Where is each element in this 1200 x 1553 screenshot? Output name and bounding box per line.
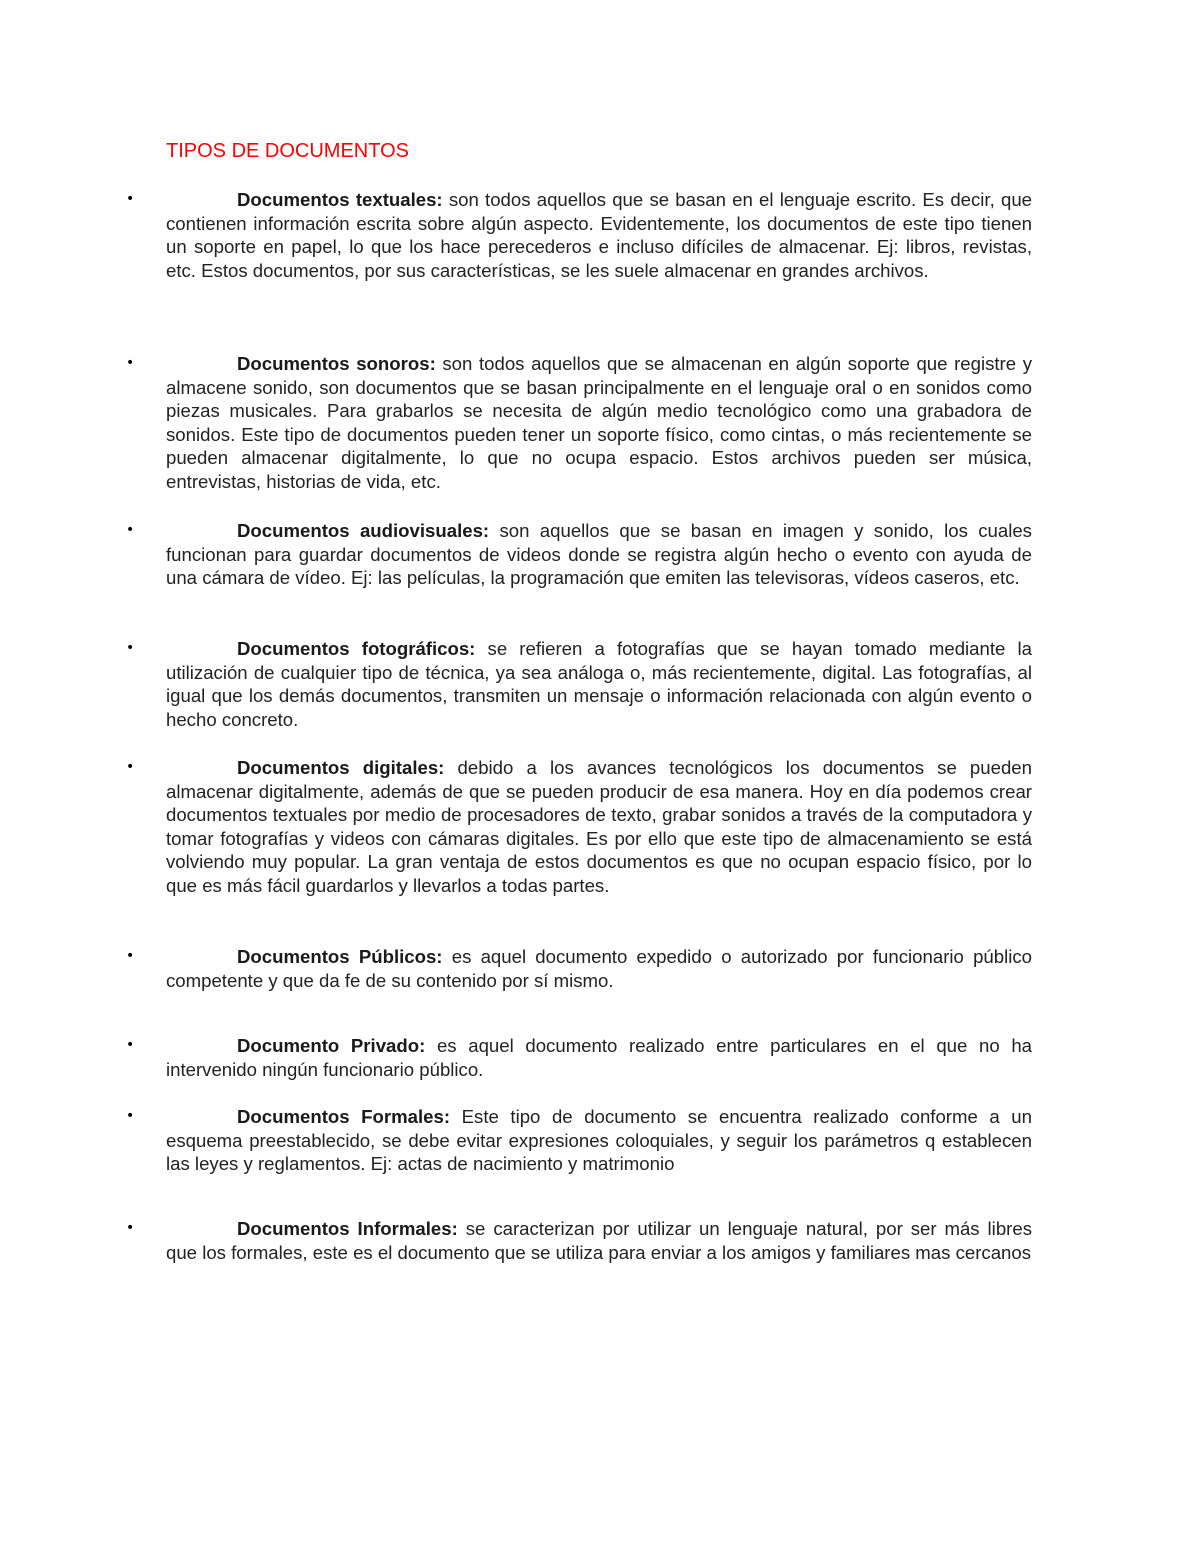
bullet-icon: •: [126, 640, 135, 656]
list-item-audiovisuales: [126, 519, 1032, 590]
item-term: Documentos fotográficos:: [237, 638, 476, 659]
item-description: se refieren a fotografías que se hayan tomado mediante la utilización de cualquier tipo de técnica, ya sea análoga o, más recientemente, digital. Las fotografías, al igual que los demás documentos, transmiten un mensaje o información relacionada con algún evento o hecho concreto.: [166, 638, 1032, 730]
list-item-sonoros: [126, 352, 1032, 494]
bullet-icon: •: [126, 948, 135, 964]
list-item-informales: [126, 1217, 1032, 1264]
bullet-icon: •: [126, 1220, 135, 1236]
bullet-icon: •: [126, 759, 135, 775]
item-description: son todos aquellos que se almacenan en algún soporte que registre y almacene sonido, son documentos que se basan principalmente en el lenguaje oral o en sonidos como piezas musicales. Para grabarlos se necesita de algún medio tecnológico como una grabadora de sonidos. Este tipo de documentos pueden tener un soporte físico, como cintas, o más recientemente se pueden almacenar digitalmente, lo que no ocupa espacio. Estos archivos pueden ser música, entrevistas, historias de vida, etc.: [166, 353, 1032, 492]
item-description: es aquel documento realizado entre particulares en el que no ha intervenido ningún funcionario público.: [166, 1035, 1032, 1080]
item-description: son todos aquellos que se basan en el lenguaje escrito. Es decir, que contienen información escrita sobre algún aspecto. Evidentemente, los documentos de este tipo tienen un soporte en papel, lo que los hace perecederos e incluso difíciles de almacenar. Ej: libros, revistas, etc. Estos documentos, por sus características, se les suele almacenar en grandes archivos.: [166, 189, 1032, 281]
item-term: Documentos Públicos:: [237, 946, 443, 967]
item-description: son aquellos que se basan en imagen y sonido, los cuales funcionan para guardar documentos de videos donde se registra algún hecho o evento con ayuda de una cámara de vídeo. Ej: las películas, la programación que emiten las televisoras, vídeos caseros, etc.: [166, 520, 1032, 589]
bullet-icon: •: [126, 355, 135, 371]
list-item-privado: [126, 1034, 1032, 1081]
list-item-publicos: [126, 945, 1032, 992]
item-description: es aquel documento expedido o autorizado por funcionario público competente y que da fe de su contenido por sí mismo.: [166, 946, 1032, 991]
bullet-icon: •: [126, 1108, 135, 1124]
bullet-icon: •: [126, 1037, 135, 1053]
bullet-icon: •: [126, 191, 135, 207]
item-term: Documento Privado:: [237, 1035, 426, 1056]
item-description: se caracterizan por utilizar un lenguaje natural, por ser más libres que los formales, este es el documento que se utiliza para enviar a los amigos y familiares mas cercanos: [166, 1218, 1032, 1263]
item-term: Documentos textuales:: [237, 189, 443, 210]
list-item-digitales: [126, 756, 1032, 898]
document-title: TIPOS DE DOCUMENTOS: [166, 140, 409, 162]
item-description: Este tipo de documento se encuentra realizado conforme a un esquema preestablecido, se debe evitar expresiones coloquiales, y seguir los parámetros q establecen las leyes y reglamentos. Ej: actas de nacimiento y matrimonio: [166, 1106, 1032, 1175]
list-item-textuales: [126, 188, 1032, 282]
item-term: Documentos sonoros:: [237, 353, 436, 374]
bullet-icon: •: [126, 522, 135, 538]
item-description: debido a los avances tecnológicos los documentos se pueden almacenar digitalmente, además de que se pueden producir de esa manera. Hoy en día podemos crear documentos textuales por medio de procesadores de texto, grabar sonidos a través de la computadora y tomar fotografías y videos con cámaras digitales. Es por ello que este tipo de almacenamiento se está volviendo muy popular. La gran ventaja de estos documentos es que no ocupan espacio físico, por lo que es más fácil guardarlos y llevarlos a todas partes.: [166, 757, 1032, 896]
item-term: Documentos audiovisuales:: [237, 520, 490, 541]
item-term: Documentos Informales:: [237, 1218, 458, 1239]
item-term: Documentos digitales:: [237, 757, 445, 778]
list-item-fotograficos: [126, 637, 1032, 731]
item-term: Documentos Formales:: [237, 1106, 451, 1127]
list-item-formales: [126, 1105, 1032, 1176]
